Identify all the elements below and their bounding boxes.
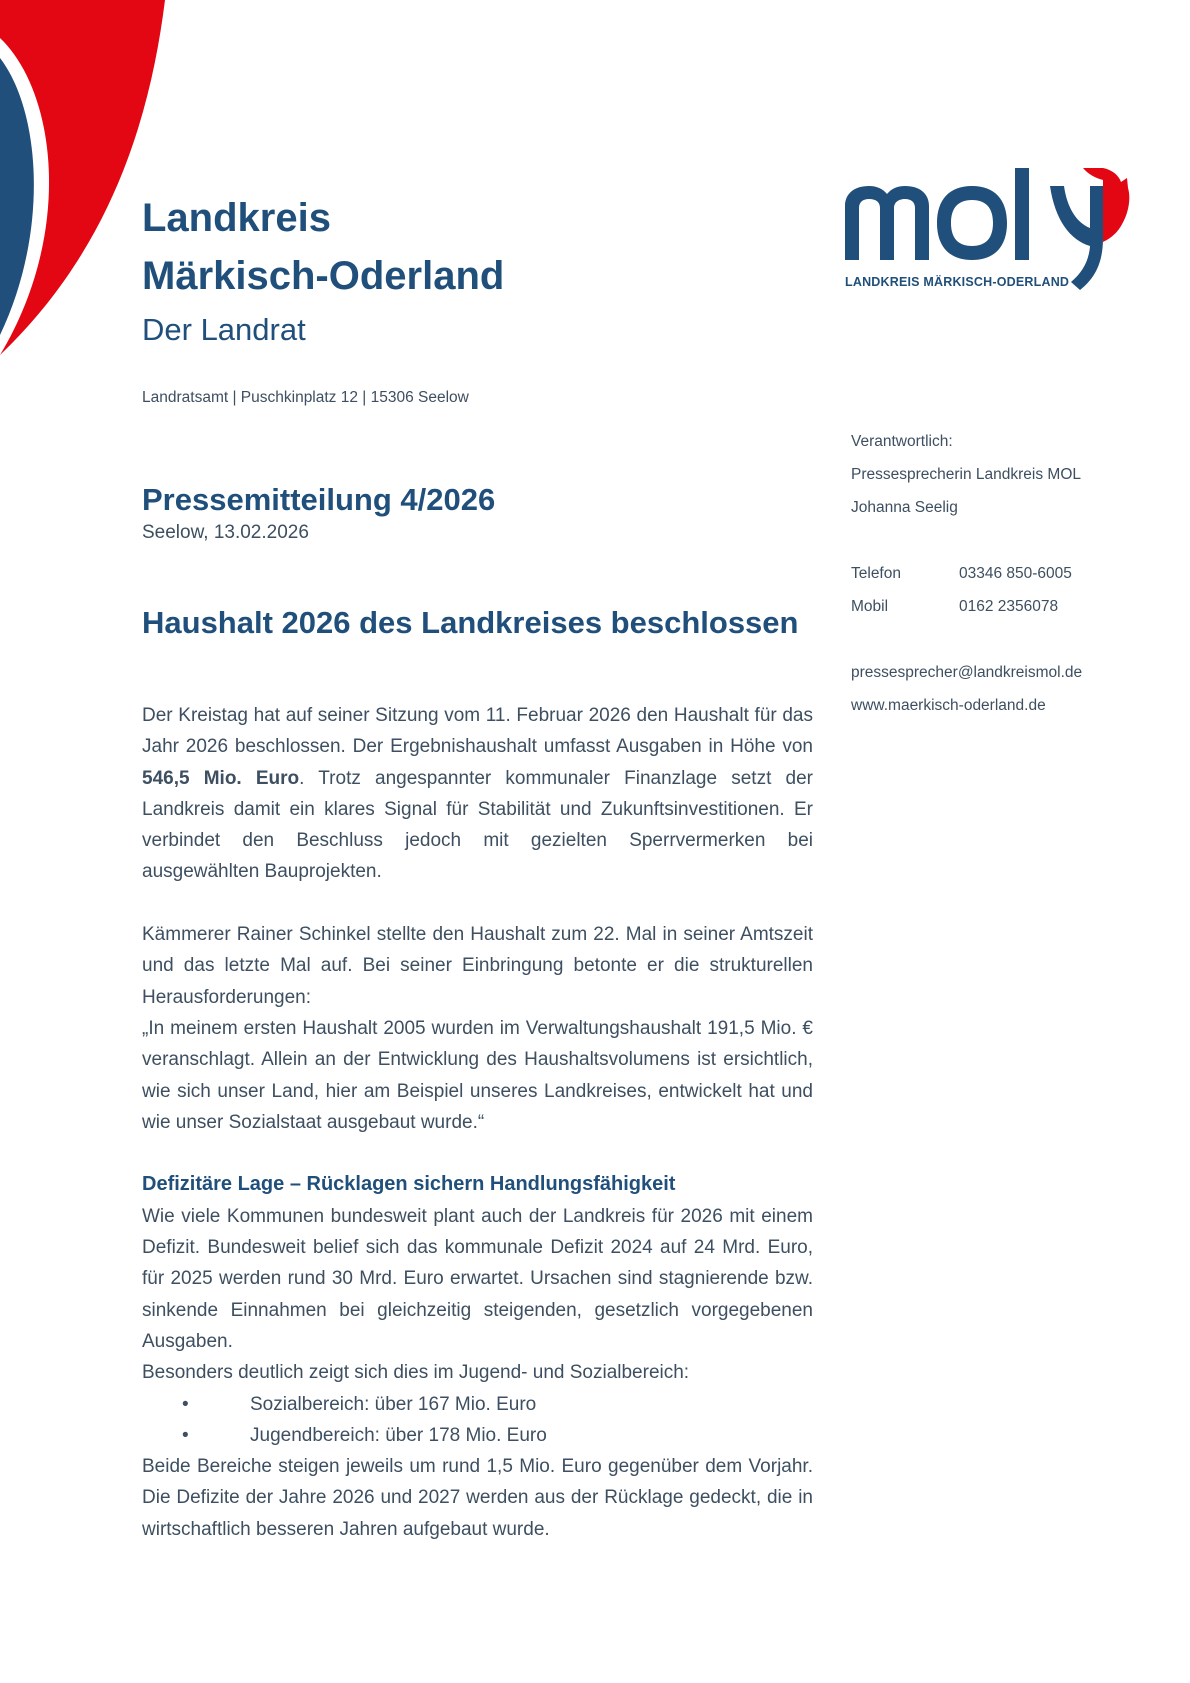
phone-number[interactable]: 03346 850-6005 (959, 565, 1072, 582)
press-release-title: Pressemitteilung 4/2026 (142, 482, 496, 517)
subheading: Defizitäre Lage – Rücklagen sichern Handlungsfähigkeit (142, 1173, 676, 1196)
paragraph-2: Kämmerer Rainer Schinkel stellte den Haushalt zum 22. Mal in seiner Amtszeit und das letzte Mal auf. Bei seiner Einbringung betonte er die strukturellen Herausforderungen: (142, 924, 813, 1008)
org-department: Der Landrat (142, 312, 306, 347)
paragraph-5: Beide Bereiche steigen jeweils um rund 1,5 Mio. Euro gegenüber dem Vorjahr. Die Defizite der Jahre 2026 und 2027 werden aus der Rücklage gedeckt, die in wirtschaftlich besseren Jahren aufgebaut wurde. (142, 1456, 813, 1540)
press-release-body (142, 700, 813, 1545)
email-link[interactable]: pressesprecher@landkreismol.de (851, 664, 1083, 681)
press-contact-name: Johanna Seelig (851, 499, 958, 516)
phone-row (851, 557, 1082, 590)
phone-label: Telefon (851, 565, 901, 582)
list-item: • Jugendbereich: über 178 Mio. Euro (142, 1420, 813, 1451)
contact-sidebar (851, 425, 1082, 722)
press-release-headline: Haushalt 2026 des Landkreises beschlossen (142, 605, 799, 640)
website-link[interactable]: www.maerkisch-oderland.de (851, 697, 1046, 714)
org-name-line2: Märkisch-Oderland (142, 254, 505, 298)
list-item: • Sozialbereich: über 167 Mio. Euro (142, 1389, 813, 1420)
quote-paragraph: „In meinem ersten Haushalt 2005 wurden im Verwaltungshaushalt 191,5 Mio. € veranschlagt. Allein an der Entwicklung des Haushaltsvolumens ist ersichtlich, wie sich unser Land, hier am Beispiel unseres Landkreises, entwickelt hat und wie unser Sozialstaat ausgebaut wurde.“ (142, 1017, 813, 1133)
paragraph-3: Wie viele Kommunen bundesweit plant auch der Landkreis für 2026 mit einem Defizit. Bundesweit belief sich das kommunale Defizit 2024 auf 24 Mrd. Euro, für 2025 werden rund 30 Mrd. Euro erwartet. Ursachen sind stagnierende bzw. sinkende Einnahmen bei gleichzeitig steigenden, gesetzlich vorgegebenen Ausgaben. (142, 1205, 813, 1352)
mobile-label: Mobil (851, 598, 889, 615)
bullet-icon: • (182, 1393, 189, 1415)
mobile-row (851, 590, 1082, 623)
paragraph-1: Der Kreistag hat auf seiner Sitzung vom 11. Februar 2026 den Haushalt für das Jahr 2026 beschlossen. Der Ergebnishaushalt umfasst Ausgaben in Höhe von 546,5 Mio. Euro. Trotz angespannter kommunaler Finanzlage setzt der Landkreis damit ein klares Signal für Stabilität und Zukunftsinvestitionen. Er verbindet den Beschluss jedoch mit gezielten Sperrvermerken bei ausgewählten Bauprojekten. (142, 705, 814, 883)
bullet-icon: • (182, 1424, 189, 1446)
org-name-line1: Landkreis (142, 196, 331, 240)
budget-amount: 546,5 Mio. Euro (142, 767, 300, 789)
bullet-list (142, 1389, 813, 1452)
sender-address: Landratsamt | Puschkinplatz 12 | 15306 Seelow (142, 389, 469, 406)
paragraph-4: Besonders deutlich zeigt sich dies im Jugend- und Sozialbereich: (142, 1362, 690, 1384)
logo-subtitle: LANDKREIS MÄRKISCH-ODERLAND (845, 275, 1070, 289)
press-release-date: Seelow, 13.02.2026 (142, 522, 309, 543)
responsible-label: Verantwortlich: (851, 433, 953, 450)
mobile-number[interactable]: 0162 2356078 (959, 598, 1059, 615)
corner-swoosh-graphic (0, 0, 170, 360)
press-role: Pressesprecherin Landkreis MOL (851, 466, 1082, 483)
